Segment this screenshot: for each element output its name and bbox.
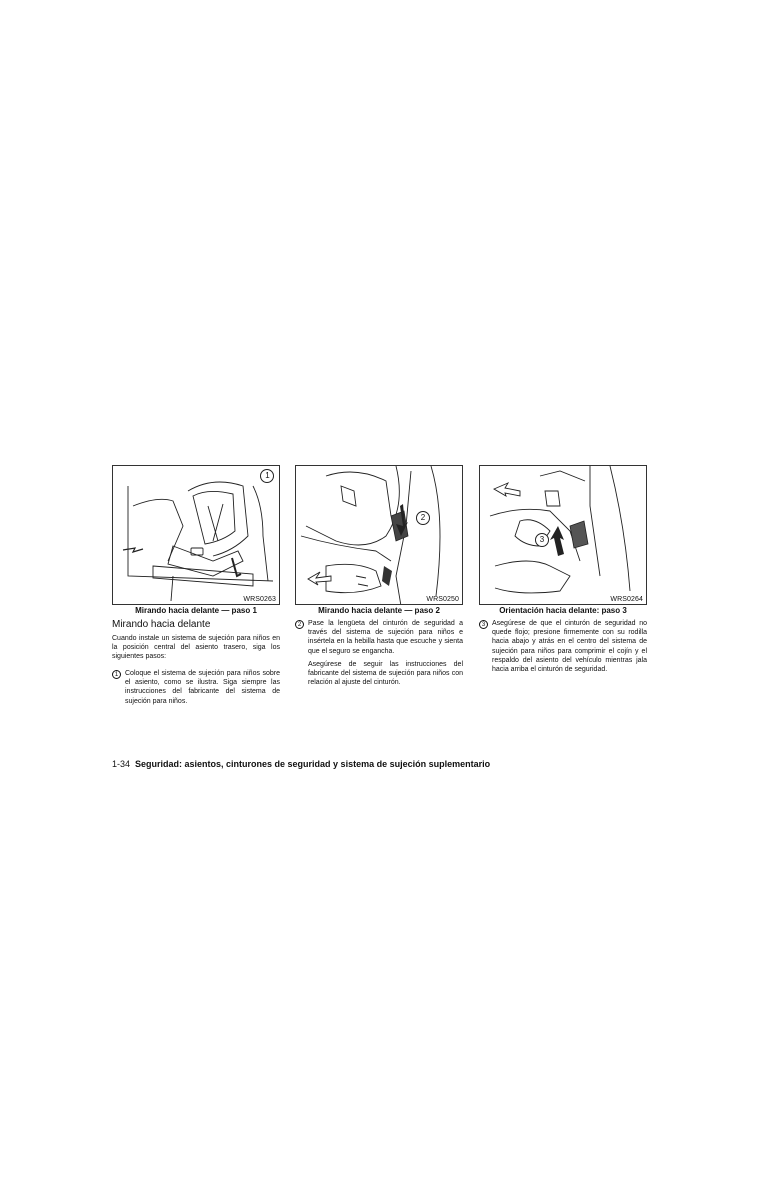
figure-code: WRS0264 [610,596,643,603]
step-text: Asegúrese de que el cinturón de seguridad no quede flojo; presione firmemente con su rodilla hacia abajo y atrás en el centro del sistema de sujeción para niños para comprimir el cojín y el respaldo del asiento del vehículo mientras jala hacia arriba el cinturón de seguridad. [492,620,647,674]
section-title: Mirando hacia delante [112,619,211,630]
figure-step-1 [112,465,280,605]
tighten-belt-illustration [480,466,647,605]
figure-step-2 [295,465,463,605]
figure-caption: Mirando hacia delante — paso 2 [318,606,440,615]
step-number: 3 [479,620,488,629]
step-2 [295,619,463,659]
step-2-note: Asegúrese de seguir las instrucciones del fabricante del sistema de sujeción para niños con relación al ajuste del cinturón. [308,661,463,687]
belt-buckle-illustration [296,466,463,605]
figure-caption: Orientación hacia delante: paso 3 [499,606,627,615]
figure-code: WRS0263 [243,596,276,603]
page-footer [112,759,490,770]
chapter-title: Seguridad: asientos, cinturones de seguridad y sistema de sujeción suplementario [135,759,491,769]
callout-number: 1 [265,471,270,480]
step-3 [479,619,647,689]
child-seat-illustration [113,466,280,605]
figure-step-3 [479,465,647,605]
figure-caption: Mirando hacia delante — paso 1 [135,606,257,615]
step-1 [112,669,280,709]
callout-number: 2 [420,513,426,522]
intro-paragraph: Cuando instale un sistema de sujeción para niños en la posición central del asiento trasero, siga los siguientes pasos: [112,635,280,661]
step-number: 1 [112,670,121,679]
figure-code: WRS0250 [426,596,459,603]
step-text: Coloque el sistema de sujeción para niños sobre el asiento, como se ilustra. Siga siempre las instrucciones del fabricante del sistema de sujeción para niños. [125,670,280,705]
step-text: Pase la lengüeta del cinturón de seguridad a través del sistema de sujeción para niños e insértela en la hebilla hasta que escuche y sienta que el seguro se engancha. [308,620,463,655]
page-number: 1-34 [112,759,131,769]
callout-number: 3 [539,535,545,544]
step-number: 2 [295,620,304,629]
